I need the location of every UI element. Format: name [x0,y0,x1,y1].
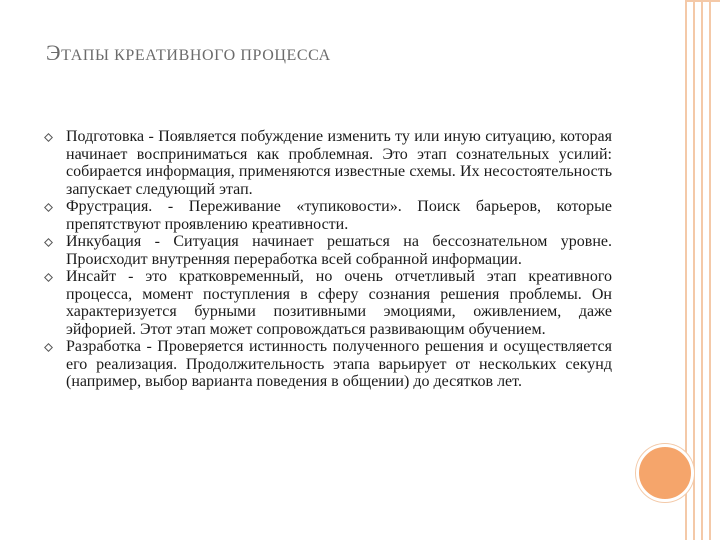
list-item-text: Фрустрация. - Переживание «тупиковости». Поиск барьеров, которые препятствуют проявлению креативности. [66,198,612,233]
list-item-text: Инкубация - Ситуация начинает решаться на бессознательном уровне. Происходит внутренняя переработка всей собранной информации. [66,233,612,268]
open-diamond-bullet-icon [44,203,53,212]
open-diamond-bullet-icon [44,343,53,352]
list-item [44,198,612,233]
open-diamond-bullet-icon [44,133,53,142]
decorative-border-line [701,0,703,540]
slide-title-rest: ТАПЫ КРЕАТИВНОГО ПРОЦЕССА [61,47,331,64]
list-item [44,338,612,391]
bullet-list [44,128,612,391]
list-item [44,268,612,338]
list-item-text: Разработка - Проверяется истинность полученного решения и осуществляется его реализация. Продолжительность этапа варьирует от нескольких секунд (например, выбор варианта поведения в общении) до десятков лет. [66,338,612,390]
decorative-circle [636,444,694,502]
slide-title [46,40,331,66]
open-diamond-bullet-icon [44,238,53,247]
decorative-border-line [709,0,711,540]
list-item [44,128,612,198]
slide-title-initial: Э [46,40,62,65]
list-item-text: Инсайт - это кратковременный, но очень отчетливый этап креативного процесса, момент поступления в сферу сознания решения проблемы. Он характеризуется бурными позитивными эмоциями, оживлением, даже эйфорией. Этот этап может сопровождаться развивающим обучением. [66,268,612,338]
list-item-text: Подготовка - Появляется побуждение изменить ту или иную ситуацию, которая начинает восприниматься как проблемная. Это этап сознательных усилий: собирается информация, применяются известные схемы. Их несостоятельность запускает следующий этап. [66,128,612,198]
list-item [44,233,612,268]
open-diamond-bullet-icon [44,273,53,282]
decorative-border-line [693,0,695,540]
